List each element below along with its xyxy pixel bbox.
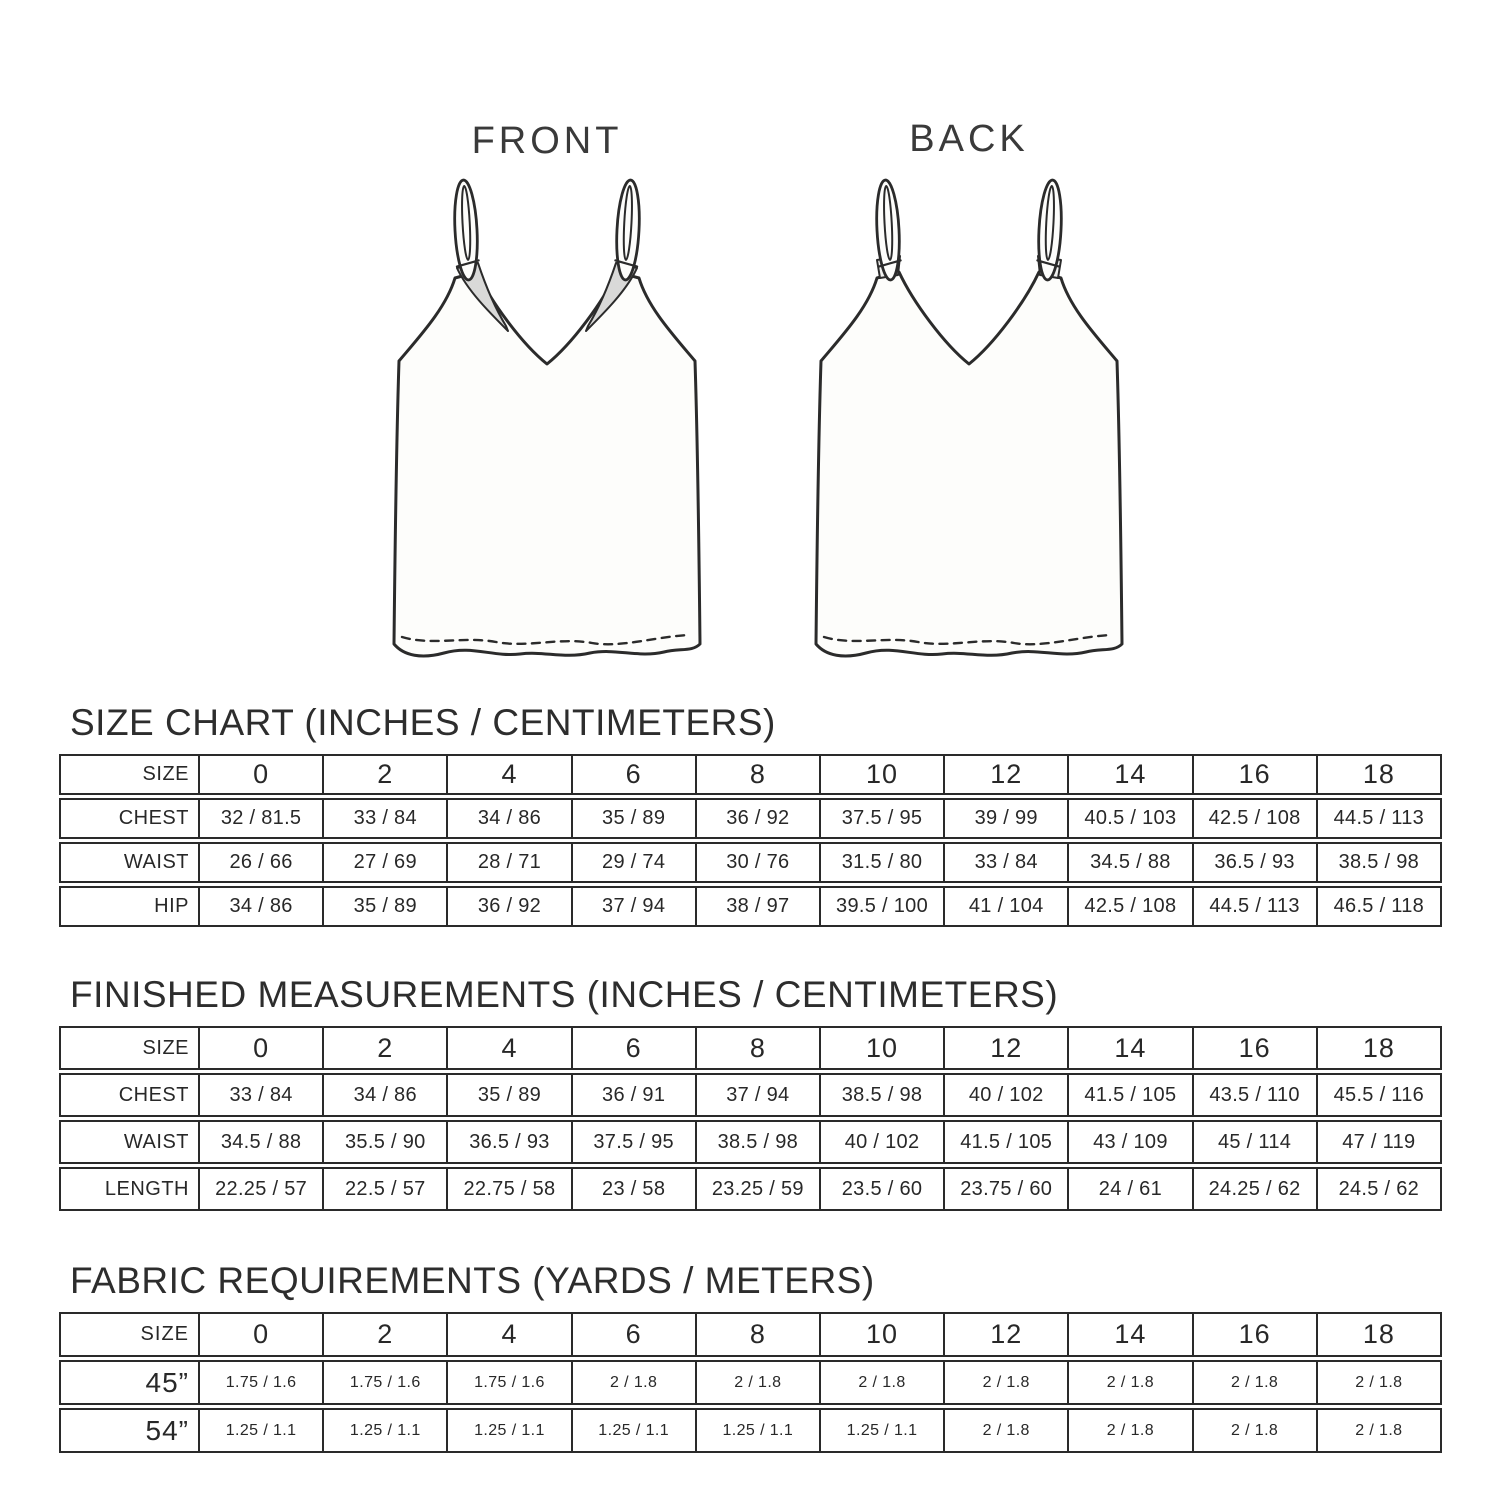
front-left-strap bbox=[452, 179, 479, 280]
table-row bbox=[59, 798, 1442, 839]
value-cell: 41.5 / 105 bbox=[1069, 1073, 1193, 1117]
value-cell: 23 / 58 bbox=[573, 1167, 697, 1211]
value-cell: 23.75 / 60 bbox=[945, 1167, 1069, 1211]
fabric-requirements-table bbox=[59, 1309, 1442, 1456]
value-cell: 2 / 1.8 bbox=[1318, 1408, 1442, 1453]
value-cell: 40 / 102 bbox=[945, 1073, 1069, 1117]
size-header-cell: 18 bbox=[1318, 754, 1442, 795]
row-label-cell: CHEST bbox=[59, 1073, 200, 1117]
value-cell: 1.25 / 1.1 bbox=[697, 1408, 821, 1453]
size-header-cell: 12 bbox=[945, 1026, 1069, 1070]
size-header-cell: 6 bbox=[573, 1026, 697, 1070]
value-cell: 39 / 99 bbox=[945, 798, 1069, 839]
value-cell: 44.5 / 113 bbox=[1194, 886, 1318, 927]
value-cell: 41.5 / 105 bbox=[945, 1120, 1069, 1164]
value-cell: 2 / 1.8 bbox=[1069, 1408, 1193, 1453]
size-header-cell: 2 bbox=[324, 754, 448, 795]
value-cell: 34.5 / 88 bbox=[1069, 842, 1193, 883]
finished-measurements-section bbox=[59, 974, 1442, 1214]
value-cell: 35 / 89 bbox=[448, 1073, 572, 1117]
fabric-requirements-section bbox=[59, 1260, 1442, 1456]
fabric-requirements-title: FABRIC REQUIREMENTS (YARDS / METERS) bbox=[70, 1260, 875, 1301]
front-body-outline bbox=[394, 272, 700, 656]
row-label-cell: CHEST bbox=[59, 798, 200, 839]
value-cell: 36.5 / 93 bbox=[448, 1120, 572, 1164]
value-cell: 33 / 84 bbox=[945, 842, 1069, 883]
finished-measurements-title: FINISHED MEASUREMENTS (INCHES / CENTIMETERS) bbox=[70, 974, 1059, 1015]
size-chart-table bbox=[59, 751, 1442, 930]
value-cell: 41 / 104 bbox=[945, 886, 1069, 927]
value-cell: 23.25 / 59 bbox=[697, 1167, 821, 1211]
size-chart-section bbox=[59, 702, 1442, 930]
row-label-cell: LENGTH bbox=[59, 1167, 200, 1211]
value-cell: 34 / 86 bbox=[448, 798, 572, 839]
size-header-cell: 4 bbox=[448, 754, 572, 795]
value-cell: 34 / 86 bbox=[324, 1073, 448, 1117]
value-cell: 45 / 114 bbox=[1194, 1120, 1318, 1164]
size-header-cell: 16 bbox=[1194, 1312, 1318, 1357]
value-cell: 44.5 / 113 bbox=[1318, 798, 1442, 839]
value-cell: 42.5 / 108 bbox=[1194, 798, 1318, 839]
value-cell: 27 / 69 bbox=[324, 842, 448, 883]
back-body-outline bbox=[816, 272, 1122, 656]
front-label: FRONT bbox=[471, 120, 623, 162]
value-cell: 39.5 / 100 bbox=[821, 886, 945, 927]
value-cell: 37.5 / 95 bbox=[573, 1120, 697, 1164]
size-header-cell: 18 bbox=[1318, 1026, 1442, 1070]
value-cell: 36 / 92 bbox=[697, 798, 821, 839]
value-cell: 38.5 / 98 bbox=[697, 1120, 821, 1164]
value-cell: 24.5 / 62 bbox=[1318, 1167, 1442, 1211]
value-cell: 1.25 / 1.1 bbox=[573, 1408, 697, 1453]
size-header-cell: 10 bbox=[821, 754, 945, 795]
value-cell: 36 / 91 bbox=[573, 1073, 697, 1117]
value-cell: 32 / 81.5 bbox=[200, 798, 324, 839]
value-cell: 28 / 71 bbox=[448, 842, 572, 883]
size-header-cell: 8 bbox=[697, 1312, 821, 1357]
value-cell: 29 / 74 bbox=[573, 842, 697, 883]
value-cell: 36 / 92 bbox=[448, 886, 572, 927]
row-label-cell: HIP bbox=[59, 886, 200, 927]
size-header-cell: 16 bbox=[1194, 1026, 1318, 1070]
value-cell: 23.5 / 60 bbox=[821, 1167, 945, 1211]
value-cell: 33 / 84 bbox=[324, 798, 448, 839]
size-header-cell: 14 bbox=[1069, 1026, 1193, 1070]
size-header-cell: 6 bbox=[573, 754, 697, 795]
size-header-cell: 8 bbox=[697, 1026, 821, 1070]
size-header-cell: 12 bbox=[945, 1312, 1069, 1357]
size-header-cell: 2 bbox=[324, 1312, 448, 1357]
value-cell: 34.5 / 88 bbox=[200, 1120, 324, 1164]
size-header-cell: 14 bbox=[1069, 754, 1193, 795]
value-cell: 40 / 102 bbox=[821, 1120, 945, 1164]
value-cell: 22.75 / 58 bbox=[448, 1167, 572, 1211]
value-cell: 2 / 1.8 bbox=[945, 1408, 1069, 1453]
value-cell: 24 / 61 bbox=[1069, 1167, 1193, 1211]
size-header-cell: 4 bbox=[448, 1026, 572, 1070]
value-cell: 2 / 1.8 bbox=[1069, 1360, 1193, 1405]
table-row bbox=[59, 842, 1442, 883]
value-cell: 34 / 86 bbox=[200, 886, 324, 927]
value-cell: 42.5 / 108 bbox=[1069, 886, 1193, 927]
size-header-cell: 14 bbox=[1069, 1312, 1193, 1357]
value-cell: 1.75 / 1.6 bbox=[324, 1360, 448, 1405]
size-chart-title: SIZE CHART (INCHES / CENTIMETERS) bbox=[70, 702, 776, 743]
size-header-row bbox=[59, 1026, 1442, 1070]
front-right-strap bbox=[614, 179, 641, 280]
value-cell: 30 / 76 bbox=[697, 842, 821, 883]
value-cell: 43 / 109 bbox=[1069, 1120, 1193, 1164]
value-cell: 35.5 / 90 bbox=[324, 1120, 448, 1164]
value-cell: 2 / 1.8 bbox=[1194, 1408, 1318, 1453]
value-cell: 38 / 97 bbox=[697, 886, 821, 927]
value-cell: 40.5 / 103 bbox=[1069, 798, 1193, 839]
size-header-label: SIZE bbox=[59, 1312, 200, 1357]
value-cell: 1.25 / 1.1 bbox=[821, 1408, 945, 1453]
size-header-row bbox=[59, 1312, 1442, 1357]
value-cell: 2 / 1.8 bbox=[945, 1360, 1069, 1405]
size-header-cell: 6 bbox=[573, 1312, 697, 1357]
value-cell: 37 / 94 bbox=[697, 1073, 821, 1117]
value-cell: 38.5 / 98 bbox=[821, 1073, 945, 1117]
size-header-label: SIZE bbox=[59, 1026, 200, 1070]
value-cell: 1.25 / 1.1 bbox=[324, 1408, 448, 1453]
size-header-cell: 8 bbox=[697, 754, 821, 795]
table-row bbox=[59, 1408, 1442, 1453]
back-label: BACK bbox=[909, 118, 1029, 160]
size-header-cell: 2 bbox=[324, 1026, 448, 1070]
value-cell: 37 / 94 bbox=[573, 886, 697, 927]
value-cell: 1.75 / 1.6 bbox=[448, 1360, 572, 1405]
row-label-cell: WAIST bbox=[59, 842, 200, 883]
value-cell: 31.5 / 80 bbox=[821, 842, 945, 883]
size-header-cell: 4 bbox=[448, 1312, 572, 1357]
value-cell: 2 / 1.8 bbox=[1194, 1360, 1318, 1405]
value-cell: 1.25 / 1.1 bbox=[200, 1408, 324, 1453]
value-cell: 24.25 / 62 bbox=[1194, 1167, 1318, 1211]
table-row bbox=[59, 1360, 1442, 1405]
size-header-cell: 0 bbox=[200, 1026, 324, 1070]
row-label-cell: WAIST bbox=[59, 1120, 200, 1164]
value-cell: 45.5 / 116 bbox=[1318, 1073, 1442, 1117]
size-header-cell: 18 bbox=[1318, 1312, 1442, 1357]
value-cell: 36.5 / 93 bbox=[1194, 842, 1318, 883]
value-cell: 47 / 119 bbox=[1318, 1120, 1442, 1164]
value-cell: 35 / 89 bbox=[324, 886, 448, 927]
value-cell: 2 / 1.8 bbox=[1318, 1360, 1442, 1405]
table-row bbox=[59, 886, 1442, 927]
value-cell: 22.25 / 57 bbox=[200, 1167, 324, 1211]
size-header-cell: 0 bbox=[200, 1312, 324, 1357]
finished-measurements-table bbox=[59, 1023, 1442, 1214]
row-label-cell: 54” bbox=[59, 1408, 200, 1453]
table-row bbox=[59, 1073, 1442, 1117]
row-label-cell: 45” bbox=[59, 1360, 200, 1405]
size-header-label: SIZE bbox=[59, 754, 200, 795]
value-cell: 37.5 / 95 bbox=[821, 798, 945, 839]
value-cell: 38.5 / 98 bbox=[1318, 842, 1442, 883]
front-garment-illustration bbox=[392, 178, 702, 662]
size-header-row bbox=[59, 754, 1442, 795]
value-cell: 2 / 1.8 bbox=[573, 1360, 697, 1405]
table-row bbox=[59, 1167, 1442, 1211]
value-cell: 43.5 / 110 bbox=[1194, 1073, 1318, 1117]
value-cell: 2 / 1.8 bbox=[821, 1360, 945, 1405]
size-header-cell: 12 bbox=[945, 754, 1069, 795]
back-garment-illustration bbox=[814, 178, 1124, 662]
size-header-cell: 10 bbox=[821, 1312, 945, 1357]
size-header-cell: 16 bbox=[1194, 754, 1318, 795]
value-cell: 2 / 1.8 bbox=[697, 1360, 821, 1405]
value-cell: 33 / 84 bbox=[200, 1073, 324, 1117]
value-cell: 26 / 66 bbox=[200, 842, 324, 883]
value-cell: 35 / 89 bbox=[573, 798, 697, 839]
value-cell: 46.5 / 118 bbox=[1318, 886, 1442, 927]
value-cell: 1.25 / 1.1 bbox=[448, 1408, 572, 1453]
value-cell: 22.5 / 57 bbox=[324, 1167, 448, 1211]
size-header-cell: 0 bbox=[200, 754, 324, 795]
table-row bbox=[59, 1120, 1442, 1164]
value-cell: 1.75 / 1.6 bbox=[200, 1360, 324, 1405]
size-header-cell: 10 bbox=[821, 1026, 945, 1070]
